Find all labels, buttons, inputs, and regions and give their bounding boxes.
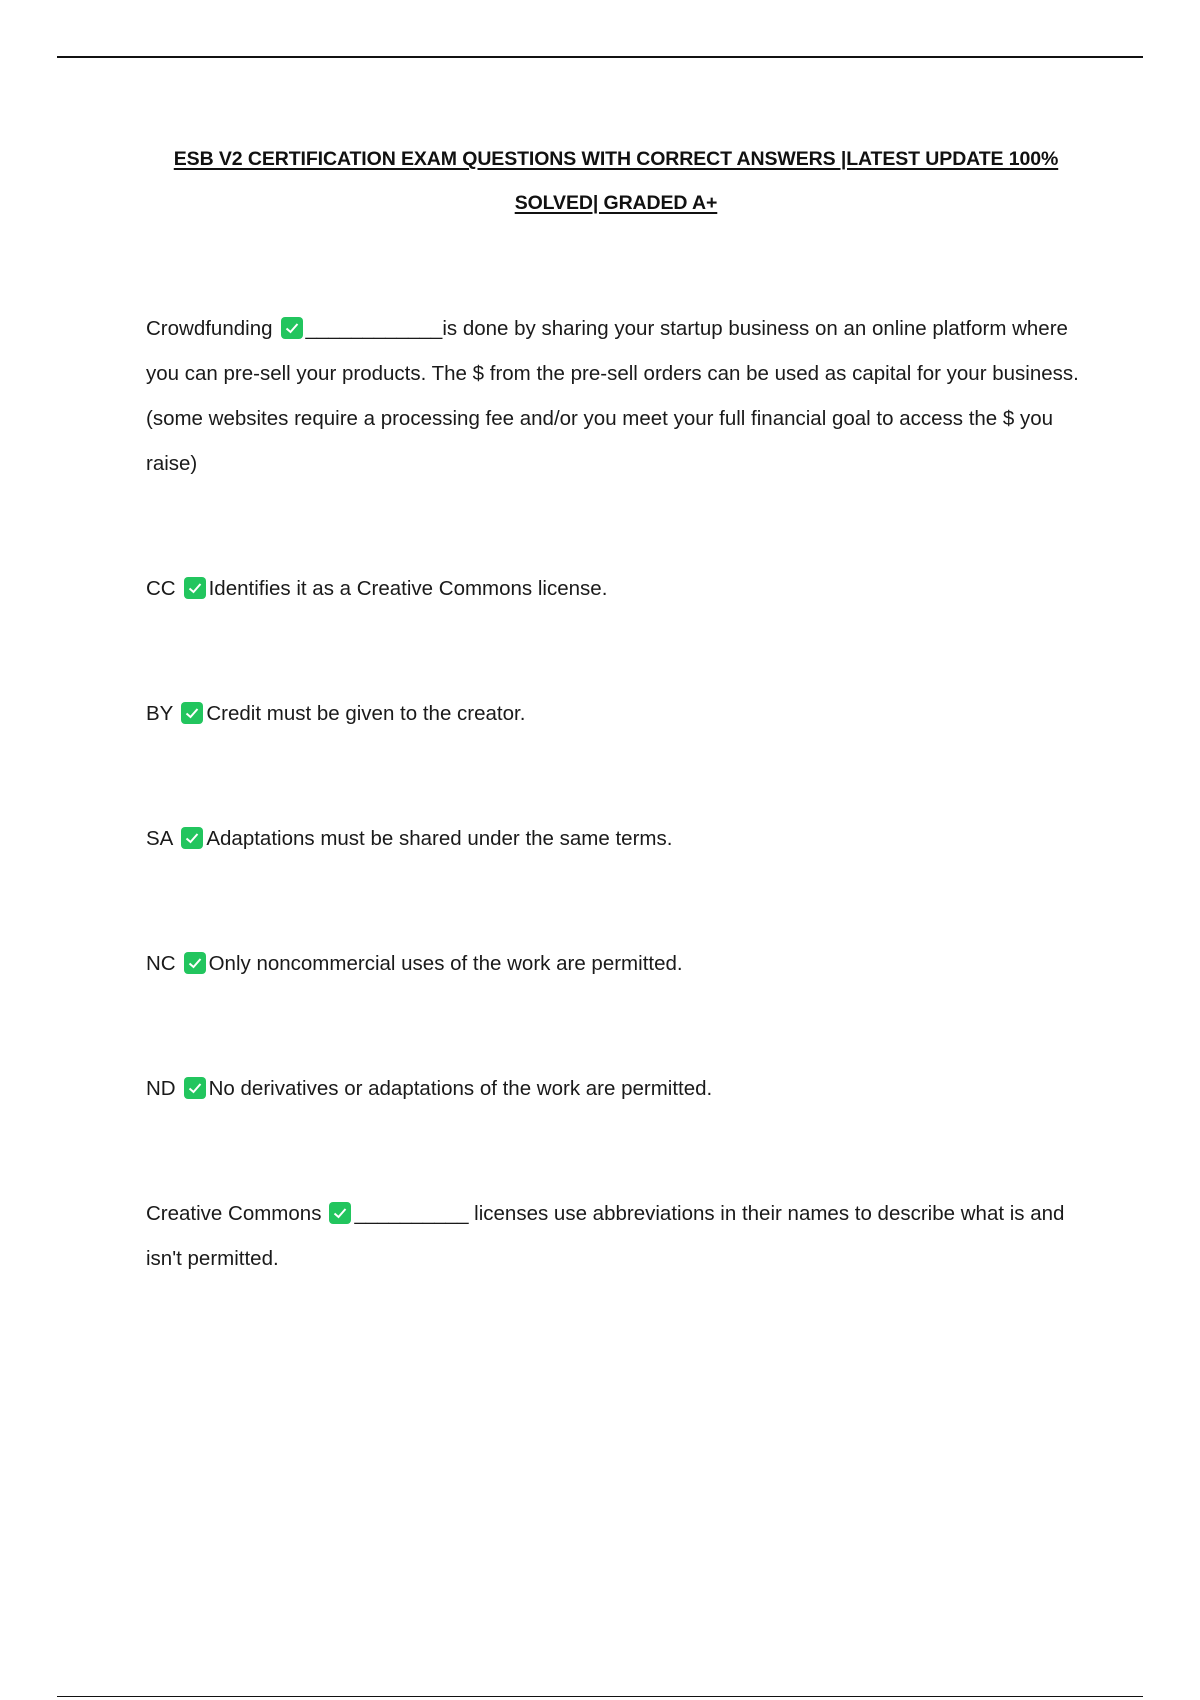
check-box-icon [184,1077,206,1099]
answer-text: Only noncommercial uses of the work are permitted. [208,952,683,975]
qa-item-crowdfunding [146,306,1086,486]
qa-item-cc [146,566,1086,611]
answer-text: Credit must be given to the creator. [206,702,526,725]
qa-item-by [146,691,1086,736]
check-box-icon [181,827,203,849]
answer-text: Adaptations must be shared under the same terms. [206,827,673,850]
answer-text: Identifies it as a Creative Commons license. [208,577,608,600]
document-title-line1: ESB V2 CERTIFICATION EXAM QUESTIONS WITH CORRECT ANSWERS |LATEST UPDATE 100% [173,148,1059,170]
answer-text: licenses use abbreviations in their names to describe what is and isn't permitted. [146,1202,1065,1270]
top-divider [57,56,1143,58]
answer-text: is done by sharing your startup business on an online platform where you can pre-sell your products. The $ from the pre-sell orders can be used as capital for your business. (some websites require a processing fee and/or you meet your full financial goal to access the $ you raise) [146,317,1079,475]
check-box-icon [281,317,303,339]
check-box-icon [184,952,206,974]
term: ND [146,1077,176,1100]
answer-text: No derivatives or adaptations of the work are permitted. [208,1077,713,1100]
term: NC [146,952,176,975]
answer-blank: ____________ [305,317,443,340]
check-box-icon [181,702,203,724]
qa-item-nc [146,941,1086,986]
check-box-icon [329,1202,351,1224]
term: CC [146,577,176,600]
check-box-icon [184,577,206,599]
qa-item-nd [146,1066,1086,1111]
term: SA [146,827,174,850]
term: BY [146,702,174,725]
bottom-divider [57,1696,1143,1697]
term: Creative Commons [146,1202,322,1225]
document-title-line2: SOLVED| GRADED A+ [514,192,718,214]
qa-item-sa [146,816,1086,861]
term: Crowdfunding [146,317,273,340]
answer-blank: __________ [354,1202,469,1225]
qa-item-creative-commons [146,1191,1086,1281]
